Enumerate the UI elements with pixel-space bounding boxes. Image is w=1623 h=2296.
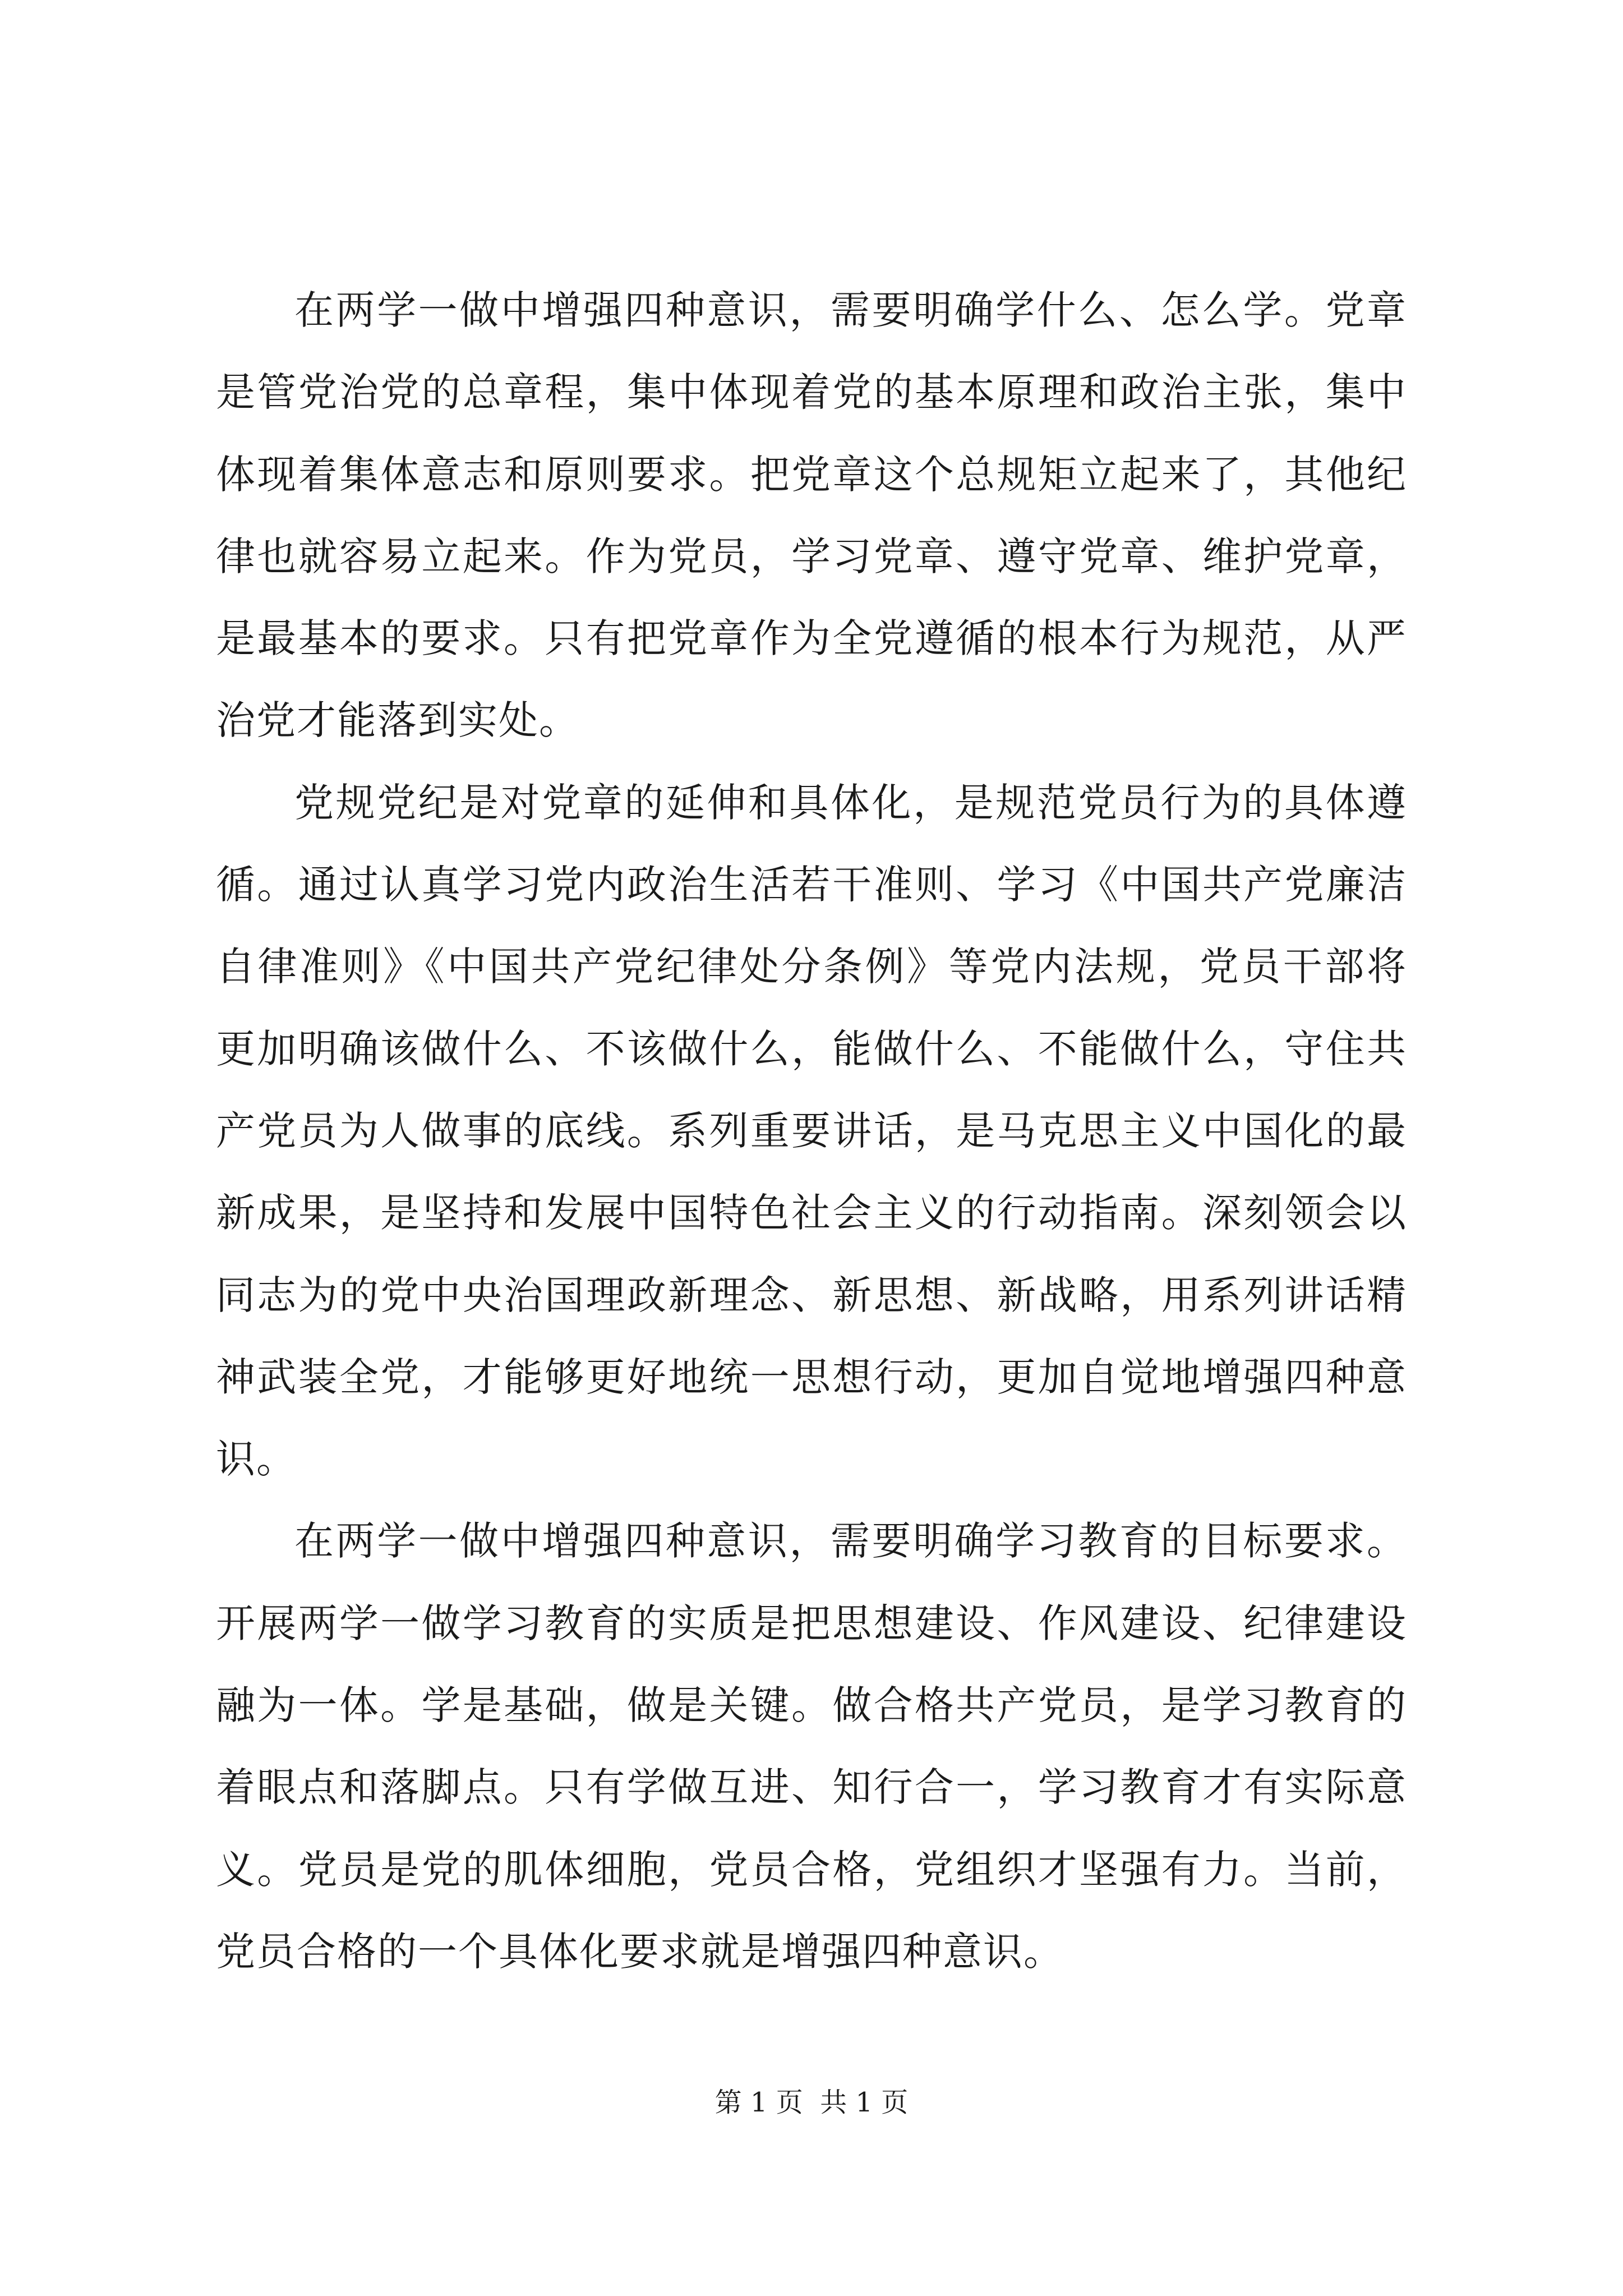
paragraph-3: 在两学一做中增强四种意识，需要明确学习教育的目标要求。开展两学一做学习教育的实质是把思想建设、作风建设、纪律建设融为一体。学是基础，做是关键。做合格共产党员，是学习教育的着眼点和落脚点。只有学做互进、知行合一，学习教育才有实际意义。党员是党的肌体细胞，党员合格，党组织才坚强有力。当前，党员合格的一个具体化要求就是增强四种意识。 — [216, 1518, 1407, 1975]
paragraph-2: 党规党纪是对党章的延伸和具体化，是规范党员行为的具体遵循。通过认真学习党内政治生活若干准则、学习《中国共产党廉洁自律准则》《中国共产党纪律处分条例》等党内法规，党员干部将更加明确该做什么、不该做什么，能做什么、不能做什么，守住共产党员为人做事的底线。系列重要讲话，是马克思主义中国化的最新成果，是坚持和发展中国特色社会主义的行动指南。深刻领会以同志为的党中央治国理政新理念、新思想、新战略，用系列讲话精神武装全党，才能够更好地统一思想行动，更加自觉地增强四种意识。 — [216, 779, 1407, 1483]
page-number-label: 第 1 页 共 1 页 — [714, 2087, 909, 2118]
paragraph-1: 在两学一做中增强四种意识，需要明确学什么、怎么学。党章是管党治党的总章程，集中体现着党的基本原理和政治主张，集中体现着集体意志和原则要求。把党章这个总规矩立起来了，其他纪律也就容易立起来。作为党员，学习党章、遵守党章、维护党章，是最基本的要求。只有把党章作为全党遵循的根本行为规范，从严治党才能落到实处。 — [216, 287, 1407, 744]
document-body — [216, 269, 1407, 1993]
page-footer — [0, 2086, 1623, 2119]
